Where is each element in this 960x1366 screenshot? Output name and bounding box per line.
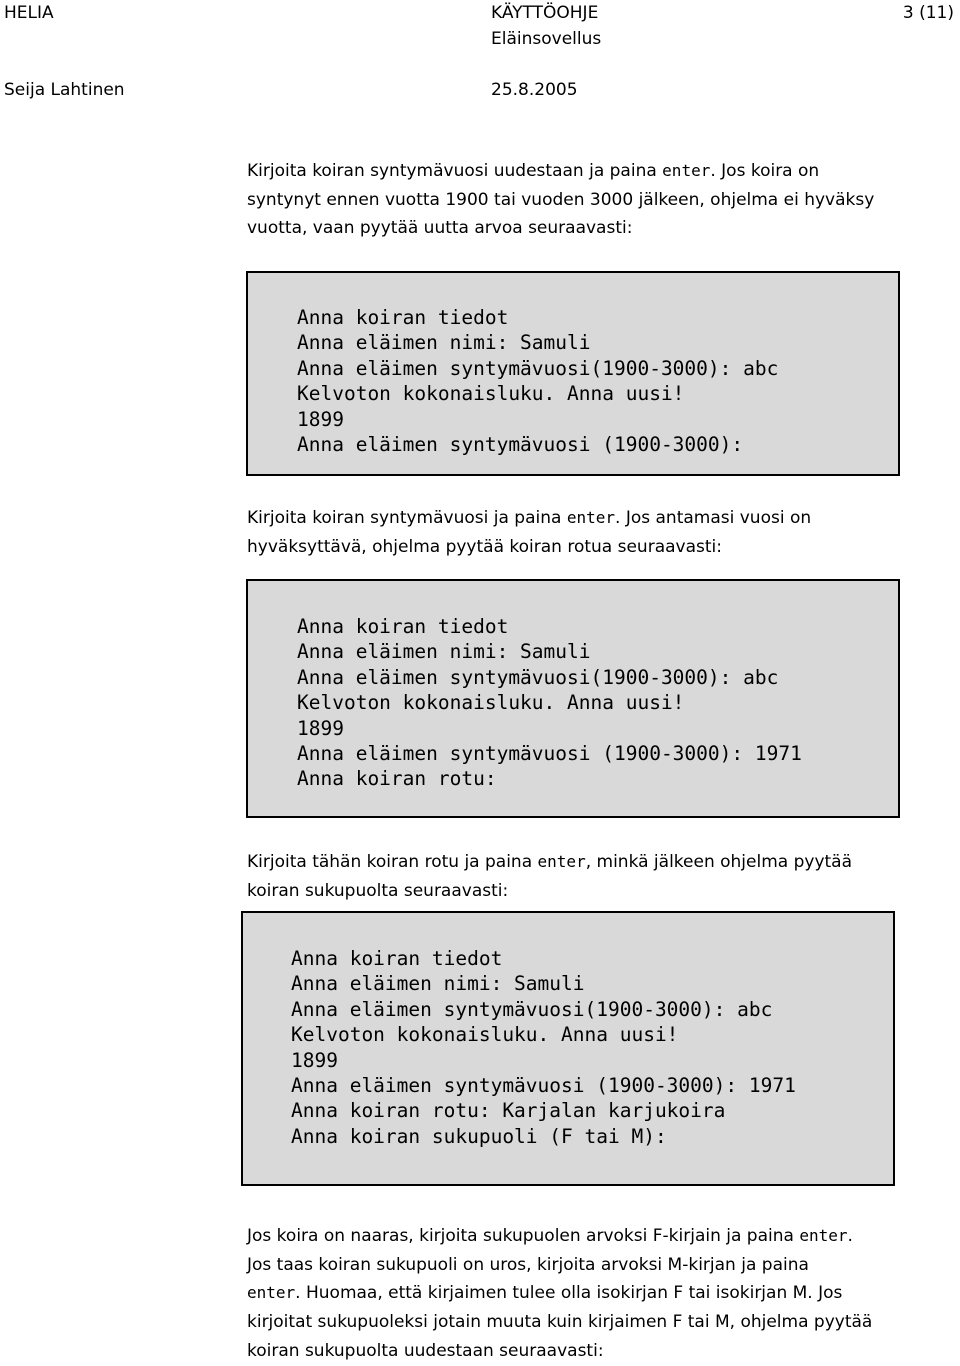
paragraph-line xyxy=(247,1222,947,1251)
paragraph-line: Jos taas koiran sukupuoli on uros, kirjoita arvoksi M-kirjan ja paina xyxy=(247,1254,809,1275)
console-line: 1899 xyxy=(291,1048,338,1072)
enter-key-code: enter xyxy=(247,1283,296,1303)
console-line: Anna koiran tiedot xyxy=(297,306,509,329)
paragraph-enter-sex xyxy=(247,1222,947,1366)
paragraph-line: syntynyt ennen vuotta 1900 tai vuoden 3000 jälkeen, ohjelma ei hyväksy xyxy=(247,189,875,210)
paragraph-retry-year xyxy=(247,157,947,243)
paragraph-text: . xyxy=(847,1226,853,1246)
console-line: Anna eläimen syntymävuosi(1900-3000): abc xyxy=(291,997,773,1021)
paragraph-line: koiran sukupuolta seuraavasti: xyxy=(247,880,509,901)
console-line: Anna eläimen syntymävuosi (1900-3000): xyxy=(297,432,744,456)
console-line: Anna koiran sukupuoli (F tai M): xyxy=(291,1124,667,1148)
enter-key-code: enter xyxy=(662,161,711,180)
console-line: Anna eläimen syntymävuosi (1900-3000): 1971 xyxy=(297,741,802,765)
paragraph-line: hyväksyttävä, ohjelma pyytää koiran rotua seuraavasti: xyxy=(247,536,722,557)
header-doc-title: Eläinsovellus xyxy=(491,29,602,49)
header-org: HELIA xyxy=(4,3,54,23)
paragraph-text: . Jos koira on xyxy=(710,161,820,181)
paragraph-enter-breed xyxy=(247,848,947,905)
header-author: Seija Lahtinen xyxy=(4,80,125,100)
header-doc-type: KÄYTTÖOHJE xyxy=(491,3,599,23)
console-line: Anna eläimen nimi: Samuli xyxy=(297,640,591,664)
console-line: Anna eläimen syntymävuosi (1900-3000): 1971 xyxy=(291,1073,796,1097)
console-line: Anna koiran rotu: Karjalan karjukoira xyxy=(291,1099,726,1123)
console-line: Anna eläimen nimi: Samuli xyxy=(291,972,585,996)
paragraph-line: kirjoitat sukupuoleksi jotain muuta kuin kirjaimen F tai M, ohjelma pyytää xyxy=(247,1312,873,1333)
paragraph-text: Kirjoita koiran syntymävuosi ja paina xyxy=(247,508,567,528)
paragraph-text: Kirjoita koiran syntymävuosi uudestaan ja paina xyxy=(247,161,663,181)
paragraph-text: Kirjoita tähän koiran rotu ja paina xyxy=(247,852,538,872)
console-line: Anna koiran rotu: xyxy=(297,767,497,791)
console-line: Anna koiran tiedot xyxy=(291,947,503,970)
console-line: 1899 xyxy=(297,716,344,740)
paragraph-line xyxy=(247,504,947,533)
console-line: Kelvoton kokonaisluku. Anna uusi! xyxy=(297,382,685,406)
paragraph-line xyxy=(247,157,947,186)
paragraph-line xyxy=(247,848,947,877)
paragraph-text: . Huomaa, että kirjaimen tulee olla isokirjan F tai isokirjan M. Jos xyxy=(295,1283,843,1304)
console-example-invalid-year xyxy=(246,271,900,476)
console-line: Kelvoton kokonaisluku. Anna uusi! xyxy=(291,1023,679,1047)
paragraph-line xyxy=(247,1279,947,1308)
console-example-breed-prompt xyxy=(246,579,900,818)
paragraph-text: , minkä jälkeen ohjelma pyytää xyxy=(585,852,853,872)
enter-key-code: enter xyxy=(566,508,616,527)
console-line: Anna koiran tiedot xyxy=(297,615,509,638)
console-example-sex-prompt xyxy=(241,911,895,1186)
console-line: Kelvoton kokonaisluku. Anna uusi! xyxy=(297,691,685,715)
paragraph-line: vuotta, vaan pyytää uutta arvoa seuraavasti: xyxy=(247,218,633,239)
paragraph-text: Jos koira on naaras, kirjoita sukupuolen arvoksi F-kirjain ja paina xyxy=(247,1226,800,1246)
console-line: Anna eläimen syntymävuosi(1900-3000): abc xyxy=(297,356,779,380)
paragraph-line: koiran sukupuolta uudestaan seuraavasti: xyxy=(247,1340,604,1361)
paragraph-enter-year xyxy=(247,504,947,561)
header-date: 25.8.2005 xyxy=(491,80,578,100)
header-page-number: 3 (11) xyxy=(902,3,954,23)
console-line: 1899 xyxy=(297,407,344,431)
console-line: Anna eläimen syntymävuosi(1900-3000): abc xyxy=(297,665,779,689)
enter-key-code: enter xyxy=(799,1226,848,1245)
console-line: Anna eläimen nimi: Samuli xyxy=(297,331,591,355)
enter-key-code: enter xyxy=(537,852,586,871)
paragraph-text: . Jos antamasi vuosi on xyxy=(615,508,812,528)
